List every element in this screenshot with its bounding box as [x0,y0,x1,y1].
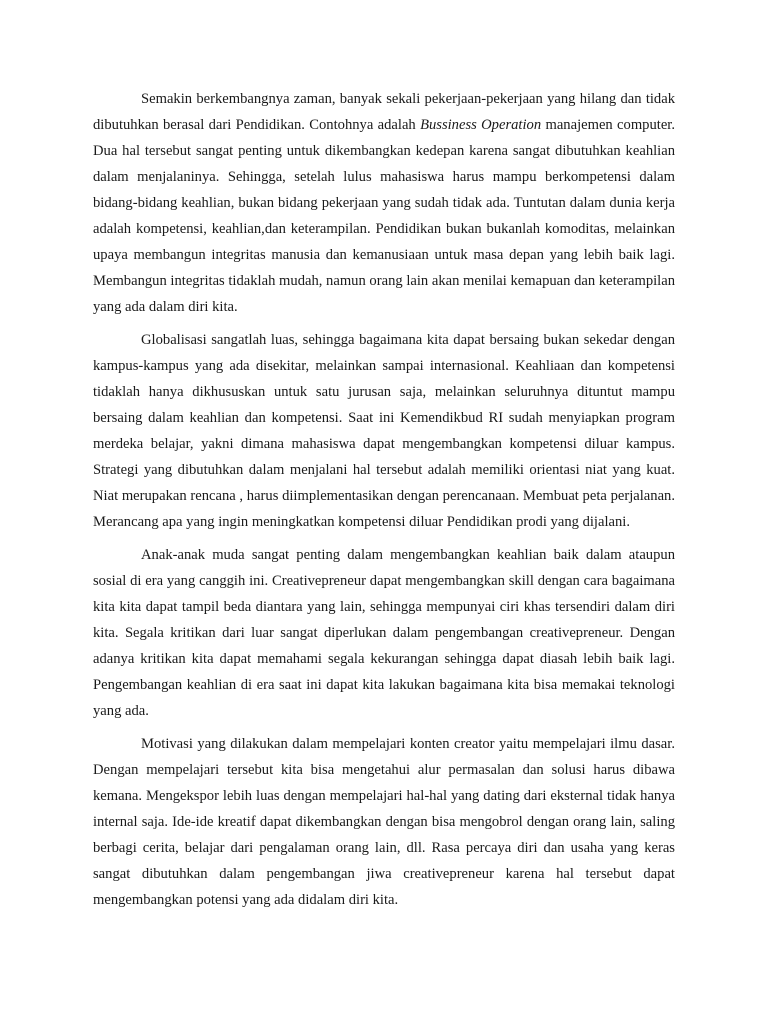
paragraph-2: Globalisasi sangatlah luas, sehingga bagaimana kita dapat bersaing bukan sekedar dengan kampus-kampus yang ada disekitar, melainkan sampai internasional. Keahliaan dan kompetensi tidaklah hanya dikhususkan untuk satu jurusan saja, melainkan seluruhnya dituntut mampu bersaing dalam keahlian dan kompetensi. Saat ini Kemendikbud RI sudah menyiapkan program merdeka belajar, yakni dimana mahasiswa dapat mengembangkan kompetensi diluar kampus. Strategi yang dibutuhkan dalam menjalani hal tersebut adalah memiliki orientasi niat yang kuat. Niat merupakan rencana , harus diimplementasikan dengan perencanaan. Membuat peta perjalanan. Merancang apa yang ingin meningkatkan kompetensi diluar Pendidikan prodi yang dijalani. [93,332,675,530]
paragraph-1-italic-term: Bussiness Operation [420,117,542,133]
paragraph-3: Anak-anak muda sangat penting dalam mengembangkan keahlian baik dalam ataupun sosial di era yang canggih ini. Creativepreneur dapat mengembangkan skill dengan cara bagaimana kita kita dapat tampil beda diantara yang lain, sehingga mempunyai ciri khas tersendiri dalam diri kita. Segala kritikan dari luar sangat diperlukan dalam pengembangan creativepreneur. Dengan adanya kritikan kita dapat memahami segala kekurangan sehingga dapat diasah lebih baik lagi. Pengembangan keahlian di era saat ini dapat kita lakukan bagaimana kita bisa memakai teknologi yang ada. [93,547,675,719]
paragraph-1-text-end: manajemen computer. Dua hal tersebut sangat penting untuk dikembangkan kedepan karena sangat dibutuhkan keahlian dalam menjalaninya. Sehingga, setelah lulus mahasiswa harus mampu berkompetensi dalam bidang-bidang keahlian, bukan bidang pekerjaan yang sudah tidak ada. Tuntutan dalam dunia kerja adalah kompetensi, keahlian,dan keterampilan. Pendidikan bukan bukanlah komoditas, melainkan upaya membangun integritas manusia dan kemanusiaan untuk masa depan yang lebih baik lagi. Membangun integritas tidaklah mudah, namun orang lain akan menilai kemapuan dan keterampilan yang ada dalam diri kita. [93,117,675,315]
paragraph-4: Motivasi yang dilakukan dalam mempelajari konten creator yaitu mempelajari ilmu dasar. Dengan mempelajari tersebut kita bisa mengetahui alur permasalan dan solusi harus dibawa kemana. Mengekspor lebih luas dengan mempelajari hal-hal yang dating dari eksternal tidak hanya internal saja. Ide-ide kreatif dapat dikembangkan dengan bisa mengobrol dengan orang lain, saling berbagi cerita, belajar dari pengalaman orang lain, dll. Rasa percaya diri dan usaha yang keras sangat dibutuhkan dalam pengembangan jiwa creativepreneur karena hal tersebut dapat mengembangkan potensi yang ada didalam diri kita. [93,736,675,908]
paragraph-1-text-start: Semakin berkembangnya zaman, banyak sekali pekerjaan-pekerjaan yang hilang dan tidak dibutuhkan berasal dari Pendidikan. Contohnya adalah [93,91,675,133]
paragraph-1 [93,86,675,320]
